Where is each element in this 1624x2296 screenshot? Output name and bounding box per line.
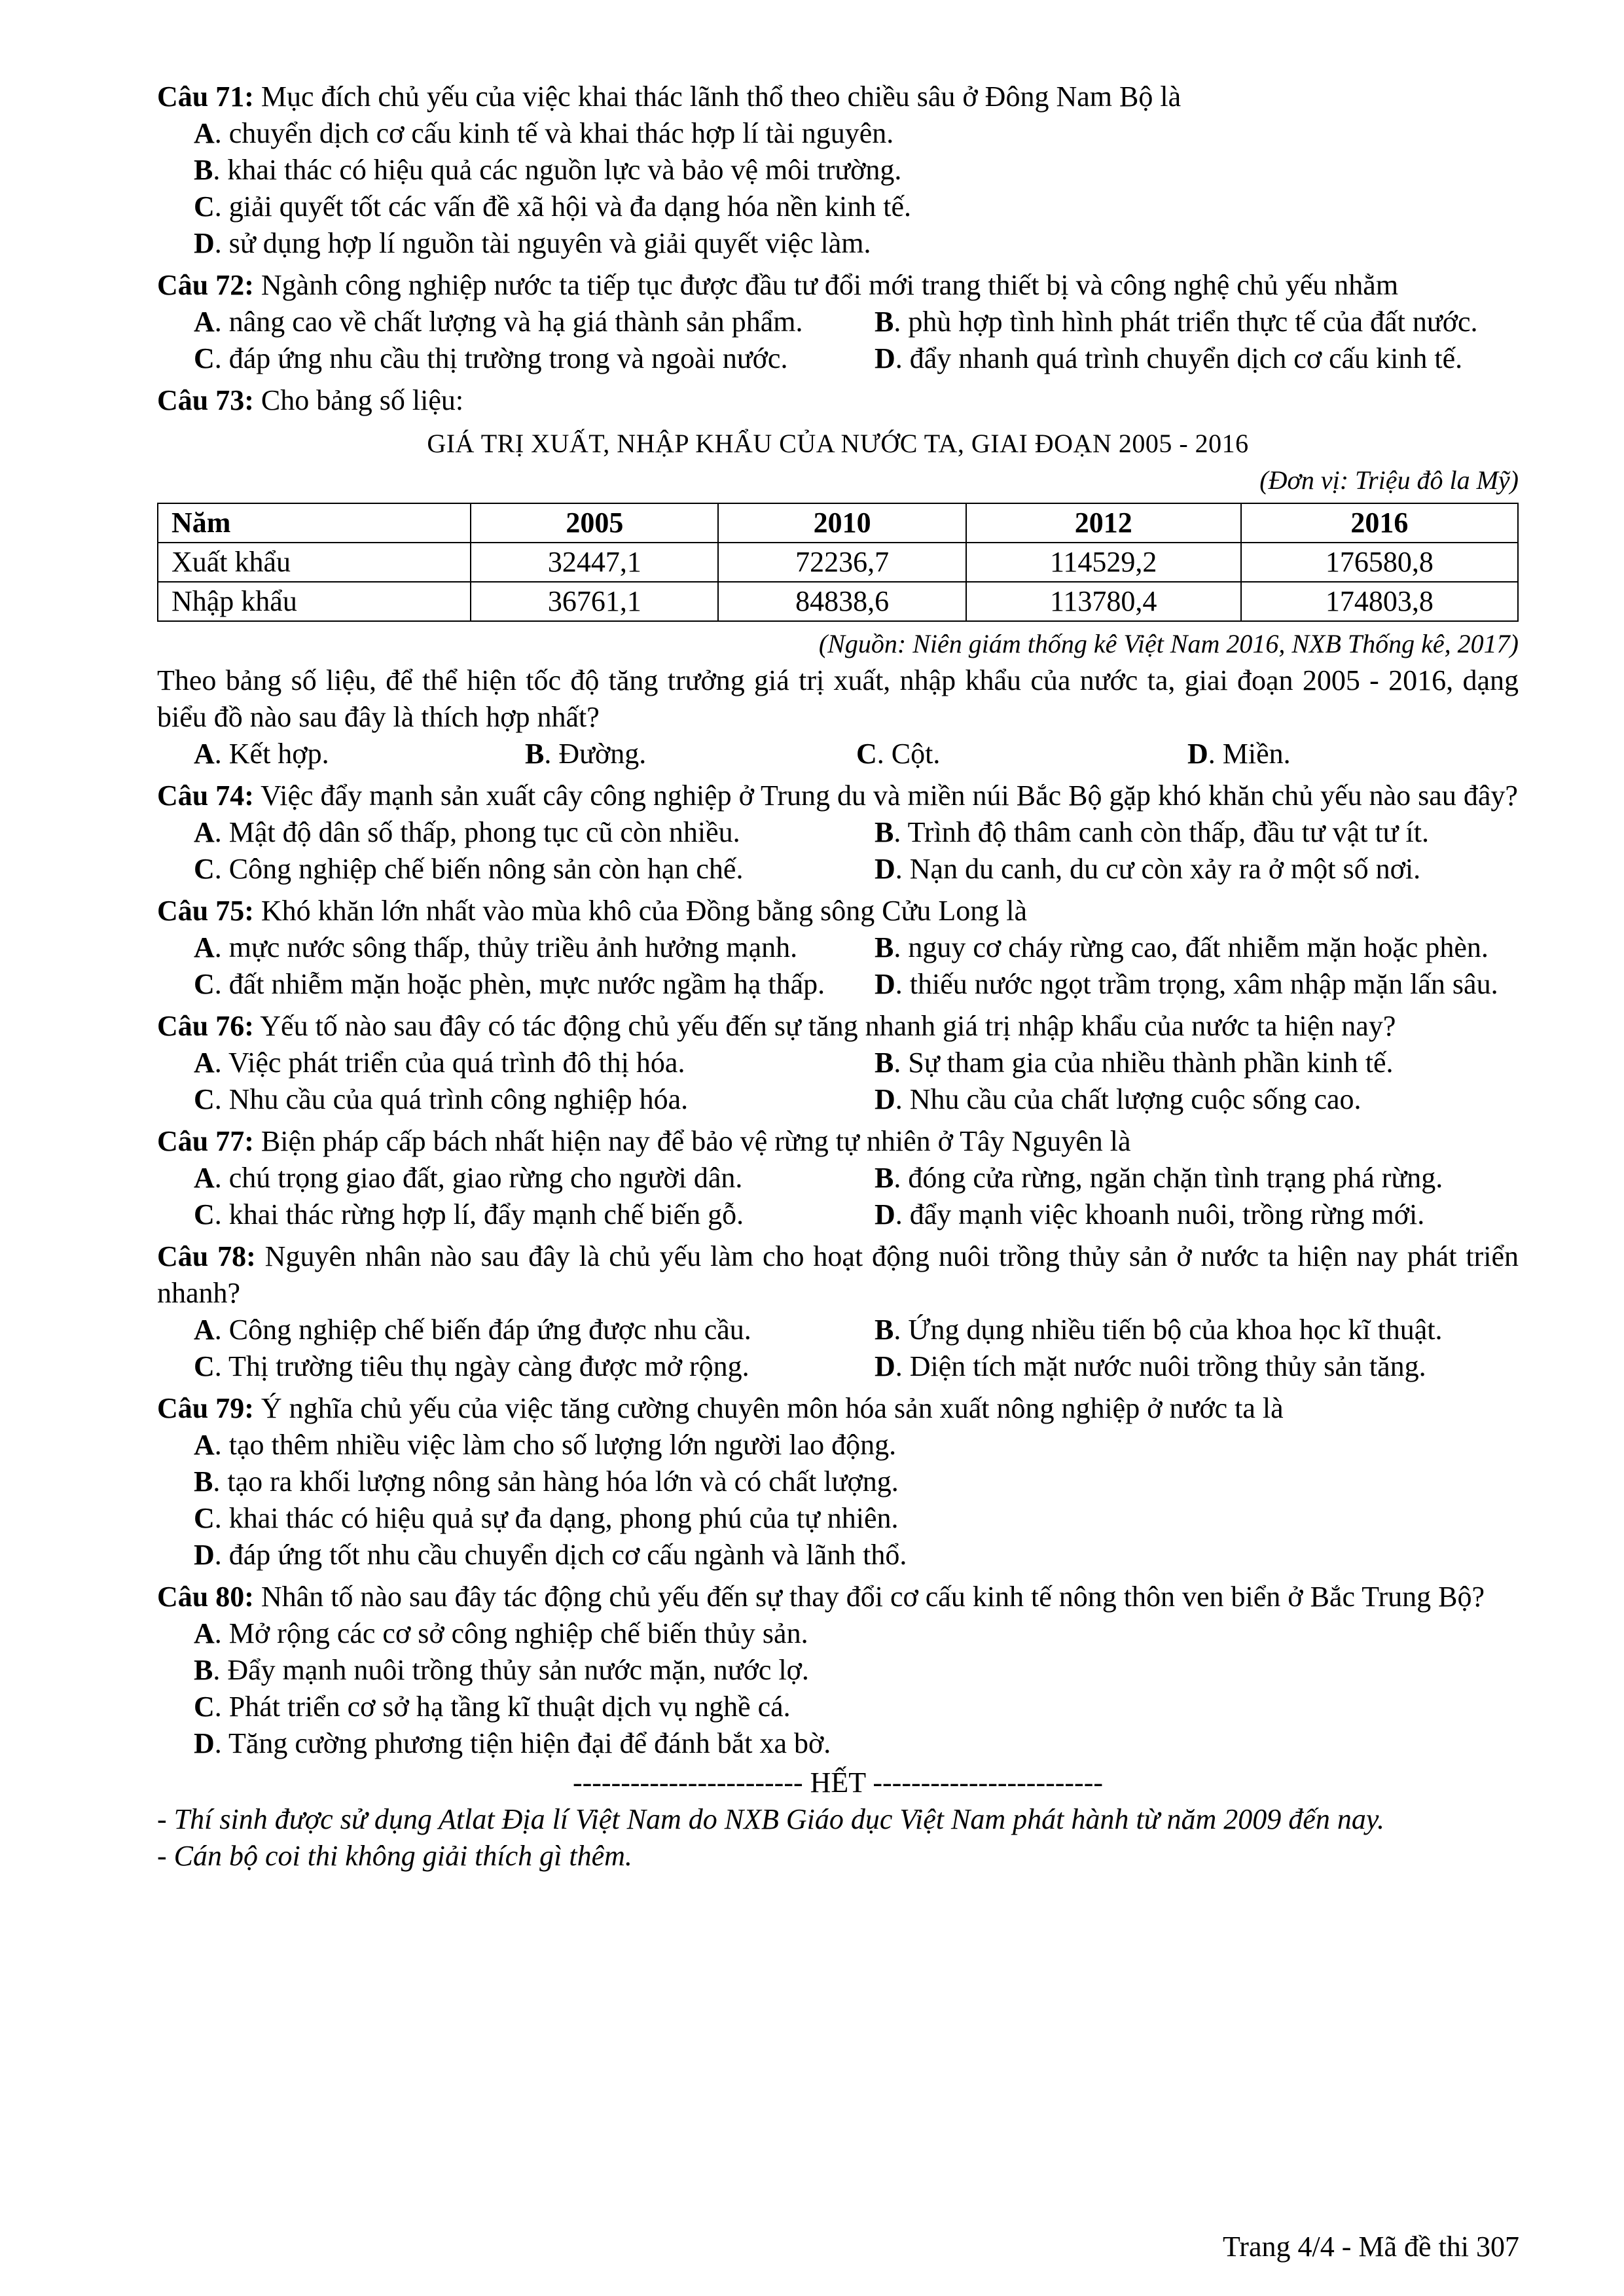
option-d: D. đẩy mạnh việc khoanh nuôi, trồng rừng mới. [875, 1198, 1425, 1230]
table-header-cell: Năm [158, 503, 471, 543]
note-atlas: - Thí sinh được sử dụng Atlat Địa lí Việt Nam do NXB Giáo dục Việt Nam phát hành từ năm 2009 đến nay. [157, 1803, 1384, 1835]
question-number: Câu 79: [157, 1392, 254, 1424]
option-a: A. Công nghiệp chế biến đáp ứng được nhu cầu. [194, 1314, 751, 1346]
question-73 [157, 382, 1519, 772]
option-d: D. Nhu cầu của chất lượng cuộc sống cao. [875, 1083, 1362, 1115]
option-c: C. đất nhiễm mặn hoặc phèn, mực nước ngầm hạ thấp. [194, 968, 825, 1000]
question-75 [157, 893, 1519, 1003]
table-cell: 36761,1 [471, 582, 718, 621]
option-a: A. nâng cao về chất lượng và hạ giá thành sản phẩm. [194, 306, 803, 338]
option-d: D. Diện tích mặt nước nuôi trồng thủy sản tăng. [875, 1350, 1426, 1382]
option-b: B. nguy cơ cháy rừng cao, đất nhiễm mặn hoặc phèn. [875, 931, 1489, 963]
question-number: Câu 75: [157, 895, 254, 927]
question-stem: Nguyên nhân nào sau đây là chủ yếu làm cho hoạt động nuôi trồng thủy sản ở nước ta hiện nay phát triển nhanh? [157, 1240, 1519, 1309]
table-cell: 174803,8 [1241, 582, 1518, 621]
option-a: A. chuyển dịch cơ cấu kinh tế và khai thác hợp lí tài nguyên. [194, 117, 894, 149]
option-b: B. Đường. [525, 738, 647, 770]
question-74 [157, 778, 1519, 888]
data-table [157, 503, 1519, 622]
table-source: (Nguồn: Niên giám thống kê Việt Nam 2016, NXB Thống kê, 2017) [818, 629, 1519, 658]
option-c: C. đáp ứng nhu cầu thị trường trong và ngoài nước. [194, 342, 788, 374]
option-b: B. Sự tham gia của nhiều thành phần kinh tế. [875, 1047, 1394, 1079]
table-row [158, 543, 1518, 582]
table-title: GIÁ TRỊ XUẤT, NHẬP KHẨU CỦA NƯỚC TA, GIAI ĐOẠN 2005 - 2016 [427, 429, 1249, 458]
option-d: D. Nạn du canh, du cư còn xảy ra ở một số nơi. [875, 853, 1421, 885]
note-proctor: - Cán bộ coi thi không giải thích gì thêm. [157, 1840, 632, 1872]
question-stem: Ngành công nghiệp nước ta tiếp tục được đầu tư đổi mới trang thiết bị và công nghệ chủ yếu nhằm [261, 269, 1399, 301]
option-b: B. Đẩy mạnh nuôi trồng thủy sản nước mặn, nước lợ. [194, 1654, 809, 1686]
option-a: A. tạo thêm nhiều việc làm cho số lượng lớn người lao động. [194, 1429, 897, 1461]
table-unit: (Đơn vị: Triệu đô la Mỹ) [1259, 465, 1519, 495]
option-b: B. Trình độ thâm canh còn thấp, đầu tư vật tư ít. [875, 816, 1429, 848]
table-header-cell: 2010 [718, 503, 965, 543]
question-number: Câu 80: [157, 1581, 254, 1613]
option-c: C. Công nghiệp chế biến nông sản còn hạn chế. [194, 853, 744, 885]
question-number: Câu 73: [157, 384, 254, 416]
option-c: C. giải quyết tốt các vấn đề xã hội và đa dạng hóa nền kinh tế. [194, 190, 911, 223]
table-cell: 114529,2 [966, 543, 1241, 582]
question-stem: Ý nghĩa chủ yếu của việc tăng cường chuyên môn hóa sản xuất nông nghiệp ở nước ta là [261, 1392, 1284, 1424]
option-c: C. khai thác có hiệu quả sự đa dạng, phong phú của tự nhiên. [194, 1502, 899, 1534]
option-c: C. Phát triển cơ sở hạ tầng kĩ thuật dịch vụ nghề cá. [194, 1691, 791, 1723]
question-79 [157, 1390, 1519, 1573]
question-80 [157, 1579, 1519, 1762]
table-row [158, 582, 1518, 621]
question-stem: Việc đẩy mạnh sản xuất cây công nghiệp ở Trung du và miền núi Bắc Bộ gặp khó khăn chủ yếu nào sau đây? [261, 780, 1518, 812]
question-text: Theo bảng số liệu, để thể hiện tốc độ tăng trưởng giá trị xuất, nhập khẩu của nước ta, giai đoạn 2005 - 2016, dạng biểu đồ nào sau đây là thích hợp nhất? [157, 664, 1519, 733]
option-d: D. đáp ứng tốt nhu cầu chuyển dịch cơ cấu ngành và lãnh thổ. [194, 1539, 907, 1571]
table-header-cell: 2012 [966, 503, 1241, 543]
question-71 [157, 79, 1519, 262]
question-76 [157, 1008, 1519, 1118]
option-c: C. Thị trường tiêu thụ ngày càng được mở rộng. [194, 1350, 749, 1382]
table-cell: 32447,1 [471, 543, 718, 582]
question-number: Câu 77: [157, 1125, 254, 1157]
option-d: D. sử dụng hợp lí nguồn tài nguyên và giải quyết việc làm. [194, 227, 871, 259]
table-cell: Nhập khẩu [158, 582, 471, 621]
option-a: A. Việc phát triển của quá trình đô thị hóa. [194, 1047, 685, 1079]
table-header-cell: 2005 [471, 503, 718, 543]
question-number: Câu 78: [157, 1240, 256, 1272]
question-stem: Yếu tố nào sau đây có tác động chủ yếu đến sự tăng nhanh giá trị nhập khẩu của nước ta hiện nay? [260, 1010, 1396, 1042]
option-c: C. Cột. [856, 738, 941, 770]
option-b: B. tạo ra khối lượng nông sản hàng hóa lớn và có chất lượng. [194, 1465, 899, 1498]
table-cell: Xuất khẩu [158, 543, 471, 582]
question-72 [157, 267, 1519, 377]
option-a: A. mực nước sông thấp, thủy triều ảnh hưởng mạnh. [194, 931, 798, 963]
question-number: Câu 72: [157, 269, 254, 301]
question-stem: Nhân tố nào sau đây tác động chủ yếu đến sự thay đổi cơ cấu kinh tế nông thôn ven biển ở Bắc Trung Bộ? [261, 1581, 1485, 1613]
table-header-cell: 2016 [1241, 503, 1518, 543]
question-stem: Biện pháp cấp bách nhất hiện nay để bảo vệ rừng tự nhiên ở Tây Nguyên là [261, 1125, 1131, 1157]
option-a: A. Mật độ dân số thấp, phong tục cũ còn nhiều. [194, 816, 740, 848]
option-d: D. thiếu nước ngọt trầm trọng, xâm nhập mặn lấn sâu. [875, 968, 1498, 1000]
option-a: A. chú trọng giao đất, giao rừng cho người dân. [194, 1162, 743, 1194]
question-number: Câu 74: [157, 780, 254, 812]
option-d: D. đẩy nhanh quá trình chuyển dịch cơ cấu kinh tế. [875, 342, 1463, 374]
exam-page [157, 79, 1519, 1874]
question-77 [157, 1123, 1519, 1233]
table-cell: 72236,7 [718, 543, 965, 582]
page-footer: Trang 4/4 - Mã đề thi 307 [1222, 2231, 1519, 2263]
option-b: B. đóng cửa rừng, ngăn chặn tình trạng phá rừng. [875, 1162, 1443, 1194]
question-stem: Mục đích chủ yếu của việc khai thác lãnh thổ theo chiều sâu ở Đông Nam Bộ là [261, 81, 1182, 113]
question-78 [157, 1238, 1519, 1385]
question-stem: Cho bảng số liệu: [261, 384, 464, 416]
option-d: D. Miền. [1187, 738, 1291, 770]
table-cell: 84838,6 [718, 582, 965, 621]
option-a: A. Kết hợp. [194, 738, 329, 770]
question-number: Câu 76: [157, 1010, 254, 1042]
question-number: Câu 71: [157, 81, 254, 113]
question-stem: Khó khăn lớn nhất vào mùa khô của Đồng bằng sông Cửu Long là [261, 895, 1028, 927]
option-b: B. Ứng dụng nhiều tiến bộ của khoa học kĩ thuật. [875, 1314, 1443, 1346]
option-c: C. Nhu cầu của quá trình công nghiệp hóa. [194, 1083, 689, 1115]
end-marker: ------------------------ HẾT ------------------------ [572, 1767, 1104, 1799]
option-a: A. Mở rộng các cơ sở công nghiệp chế biến thủy sản. [194, 1617, 808, 1649]
option-d: D. Tăng cường phương tiện hiện đại để đánh bắt xa bờ. [194, 1727, 831, 1759]
table-header-row [158, 503, 1518, 543]
option-b: B. khai thác có hiệu quả các nguồn lực và bảo vệ môi trường. [194, 154, 902, 186]
table-cell: 176580,8 [1241, 543, 1518, 582]
option-b: B. phù hợp tình hình phát triển thực tế của đất nước. [875, 306, 1478, 338]
table-cell: 113780,4 [966, 582, 1241, 621]
option-c: C. khai thác rừng hợp lí, đẩy mạnh chế biến gỗ. [194, 1198, 744, 1230]
